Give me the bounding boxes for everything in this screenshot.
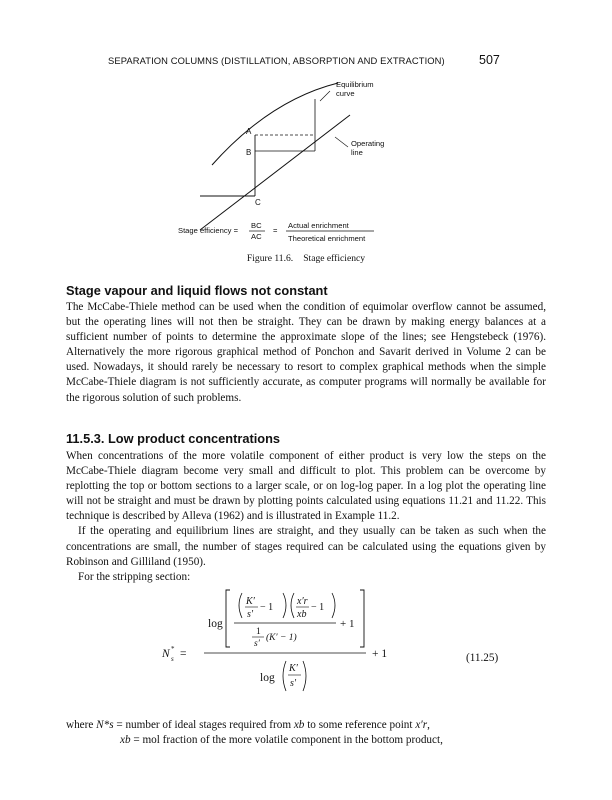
definition-row: where N*s = number of ideal stages required from xb to some reference point x′r, bbox=[66, 719, 430, 731]
eq-lhs: N bbox=[162, 648, 170, 660]
caption-text: Stage efficiency bbox=[303, 253, 366, 264]
caption-number: Figure 11.6. bbox=[246, 253, 294, 264]
point-c: C bbox=[255, 198, 261, 207]
inner-s-prime: s′ bbox=[254, 639, 260, 649]
equilibrium-curve bbox=[212, 83, 338, 165]
figure-caption bbox=[0, 253, 612, 264]
den-s-prime: s′ bbox=[290, 678, 297, 689]
operating-leader bbox=[335, 137, 348, 147]
paragraph: For the stripping section: bbox=[78, 570, 191, 583]
page-number: 507 bbox=[479, 53, 500, 67]
where-word: where bbox=[66, 719, 94, 731]
equilibrium-leader bbox=[320, 91, 330, 101]
ratio-numerator: BC bbox=[251, 221, 262, 230]
efficiency-lhs: Stage efficiency = bbox=[178, 226, 239, 235]
def-text: = number of ideal stages required from bbox=[113, 719, 294, 731]
actual-enrichment: Actual enrichment bbox=[288, 221, 349, 230]
def-symbol-ns: N*s bbox=[96, 719, 114, 731]
label-operating: Operating bbox=[351, 139, 385, 148]
label-curve: curve bbox=[336, 89, 355, 98]
stage-efficiency-diagram bbox=[160, 75, 420, 275]
left-bracket bbox=[226, 590, 230, 647]
ratio-equals: = bbox=[273, 226, 278, 235]
section-low-concentrations-body bbox=[66, 449, 546, 585]
point-a: A bbox=[246, 127, 252, 136]
outer-plus-one: + 1 bbox=[372, 648, 388, 660]
def-text: = mol fraction of the more volatile component in the bottom product, bbox=[130, 734, 443, 747]
inner-plus-one: + 1 bbox=[340, 618, 355, 630]
section-heading-low-concentrations: 11.5.3. Low product concentrations bbox=[66, 431, 281, 446]
x-r-prime: x′r bbox=[297, 596, 308, 607]
minus-one-b: − 1 bbox=[311, 602, 325, 613]
den-k-prime: K′ bbox=[289, 663, 298, 674]
label-line: line bbox=[351, 148, 363, 157]
minus-one-a: − 1 bbox=[260, 602, 274, 613]
paragraph: If the operating and equilibrium lines are straight, and they usually can be taken as such when the concentrations are small, the number of stages required can be calculated using the equations given by Robinson and Gilliland (1950). bbox=[66, 525, 546, 568]
right-bracket bbox=[360, 590, 364, 647]
running-header-title: SEPARATION COLUMNS (DISTILLATION, ABSORPTION AND EXTRACTION) bbox=[108, 55, 445, 66]
ratio-denominator: AC bbox=[251, 232, 262, 241]
definition-row bbox=[66, 733, 546, 748]
paragraph: When concentrations of the more volatile component of either product is very low the steps on the McCabe-Thiele diagram become very small and difficult to plot. This problem can be overcome by replotting the top or bottom sections to a larger scale, or on log-log paper. In a log plot the operating line will not be straight and must be drawn by plotting points calculated using equations 11.21 and 11.22. This technique is described by Alleva (1962) and is illustrated in Example 11.2. bbox=[66, 450, 546, 523]
denominator-log: log bbox=[260, 672, 275, 684]
numerator-log: log bbox=[208, 618, 223, 630]
s-prime: s′ bbox=[247, 609, 254, 620]
def-symbol-xb: xb bbox=[293, 719, 305, 731]
def-symbol-xb: xb bbox=[120, 734, 131, 747]
label-equilibrium: Equilibrium bbox=[336, 80, 374, 89]
paragraph: The McCabe-Thiele method can be used when the condition of equimolar overflow cannot be assumed, but the operating lines will not then be straight. They can be drawn by making energy balances at a sufficient number of points to determine the approximate slope of the lines; see Hengstebeck (1976). Alternatively the more rigorous graphical method of Ponchon and Savarit derived in Volume 2 can be used. Nowadays, it should rarely be necessary to resort to complex graphical methods when the simple McCabe-Thiele diagram is not sufficiently accurate, as computer programs will normally be available for the rigorous solution of such problems. bbox=[66, 301, 546, 404]
section-stage-flows-body bbox=[66, 300, 546, 406]
operating-line bbox=[200, 115, 350, 230]
x-b: xb bbox=[297, 609, 307, 620]
def-symbol-xr: x′r bbox=[415, 719, 428, 731]
svg-text:*: * bbox=[171, 645, 175, 653]
k-prime: K′ bbox=[246, 596, 255, 607]
eq-equals: = bbox=[180, 648, 187, 660]
section-heading-stage-flows: Stage vapour and liquid flows not constant bbox=[66, 283, 328, 298]
theoretical-enrichment: Theoretical enrichment bbox=[288, 234, 366, 243]
equation-11-25 bbox=[160, 585, 480, 705]
svg-text:s: s bbox=[171, 655, 174, 663]
inner-one: 1 bbox=[256, 627, 261, 637]
k-minus-one: (K′ − 1) bbox=[266, 633, 297, 643]
point-b: B bbox=[246, 148, 252, 157]
where-definitions bbox=[66, 718, 546, 748]
equation-number: (11.25) bbox=[466, 652, 499, 664]
def-text-tail: to some reference point bbox=[304, 719, 416, 731]
